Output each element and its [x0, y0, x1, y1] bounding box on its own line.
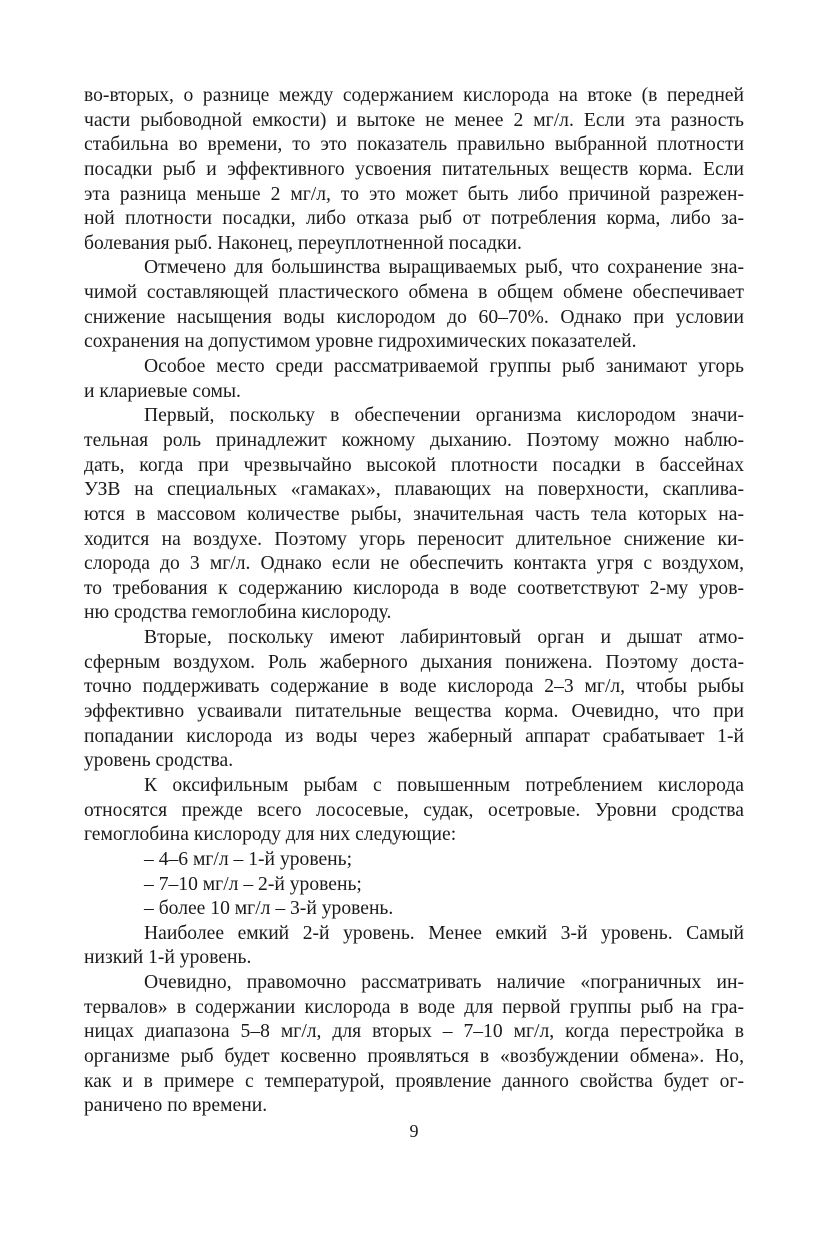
- text-line: слорода до 3 мг/л. Однако если не обеспечить контакта угря с воздухом,: [84, 553, 744, 575]
- text-line: попадании кислорода из воды через жаберный аппарат срабатывает 1-й: [84, 725, 744, 747]
- list-item: – 4–6 мг/л – 1-й уровень;: [144, 848, 353, 870]
- text-line: чимой составляющей пластического обмена в общем обмене обеспечивает: [84, 282, 744, 304]
- text-line: и клариевые сомы.: [84, 380, 241, 402]
- text-line: эффективно усваивали питательные вещества корма. Очевидно, что при: [84, 701, 744, 723]
- text-line: болевания рыб. Наконец, переуплотненной посадки.: [84, 232, 522, 254]
- text-line: Особое место среди рассматриваемой группы рыб занимают угорь: [144, 356, 744, 378]
- text-line: стабильна во времени, то это показатель правильно выбранной плотности: [84, 134, 744, 156]
- text-line: тервалов» в содержании кислорода в воде для первой группы рыб на гра-: [84, 996, 744, 1018]
- text-line: части рыбоводной емкости) и вытоке не менее 2 мг/л. Если эта разность: [84, 109, 744, 131]
- text-line: раничено по времени.: [84, 1095, 268, 1117]
- text-line: ной плотности посадки, либо отказа рыб от потребления корма, либо за-: [84, 208, 744, 230]
- text-line: К оксифильным рыбам с повышенным потреблением кислорода: [144, 774, 744, 796]
- page-number: 9: [409, 1121, 419, 1141]
- text-line: ню сродства гемоглобина кислороду.: [84, 602, 392, 624]
- page-body: [84, 84, 744, 1119]
- text-line: Отмечено для большинства выращиваемых рыб, что сохранение зна-: [144, 257, 744, 279]
- text-line: ются в массовом количестве рыбы, значительная часть тела которых на-: [84, 503, 744, 525]
- text-line: ходится на воздухе. Поэтому угорь переносит длительное снижение ки-: [84, 528, 744, 550]
- text-line: во-вторых, о разнице между содержанием кислорода на втоке (в передней: [84, 85, 744, 106]
- text-line: сферным воздухом. Роль жаберного дыхания понижена. Поэтому доста-: [84, 651, 744, 673]
- text-line: сохранения на допустимом уровне гидрохимических показателей.: [84, 331, 637, 353]
- list-item: – более 10 мг/л – 3-й уровень.: [144, 898, 394, 920]
- text-line: снижение насыщения воды кислородом до 60–70%. Однако при условии: [84, 306, 744, 328]
- text-line: точно поддерживать содержание в воде кислорода 2–3 мг/л, чтобы рыбы: [84, 676, 744, 698]
- text-line: тельная роль принадлежит кожному дыханию. Поэтому можно наблю-: [84, 429, 744, 451]
- text-line: организме рыб будет косвенно проявляться в «возбуждении обмена». Но,: [84, 1045, 744, 1067]
- list-item: – 7–10 мг/л – 2-й уровень;: [144, 873, 362, 895]
- text-line: УЗВ на специальных «гамаках», плавающих на поверхности, скаплива-: [84, 479, 744, 501]
- text-line: посадки рыб и эффективного усвоения питательных веществ корма. Если: [84, 158, 744, 180]
- text-line: Очевидно, правомочно рассматривать наличие «пограничных ин-: [144, 972, 744, 994]
- text-line: Первый, поскольку в обеспечении организма кислородом значи-: [144, 405, 744, 427]
- text-line: низкий 1-й уровень.: [84, 947, 252, 969]
- text-line: то требования к содержанию кислорода в воде соответствуют 2-му уров-: [84, 577, 744, 599]
- text-line: как и в примере с температурой, проявление данного свойства будет ог-: [84, 1070, 744, 1092]
- text-line: Наиболее емкий 2-й уровень. Менее емкий 3-й уровень. Самый: [144, 922, 744, 944]
- text-line: эта разница меньше 2 мг/л, то это может быть либо причиной разрежен-: [84, 183, 744, 205]
- text-line: уровень сродства.: [84, 750, 234, 772]
- text-line: гемоглобина кислороду для них следующие:: [84, 824, 457, 846]
- text-line: ницах диапазона 5–8 мг/л, для вторых – 7–10 мг/л, когда перестройка в: [84, 1021, 744, 1043]
- text-line: Вторые, поскольку имеют лабиринтовый орган и дышат атмо-: [144, 627, 744, 649]
- text-line: относятся прежде всего лососевые, судак, осетровые. Уровни сродства: [84, 799, 744, 821]
- text-line: дать, когда при чрезвычайно высокой плотности посадки в бассейнах: [84, 454, 744, 476]
